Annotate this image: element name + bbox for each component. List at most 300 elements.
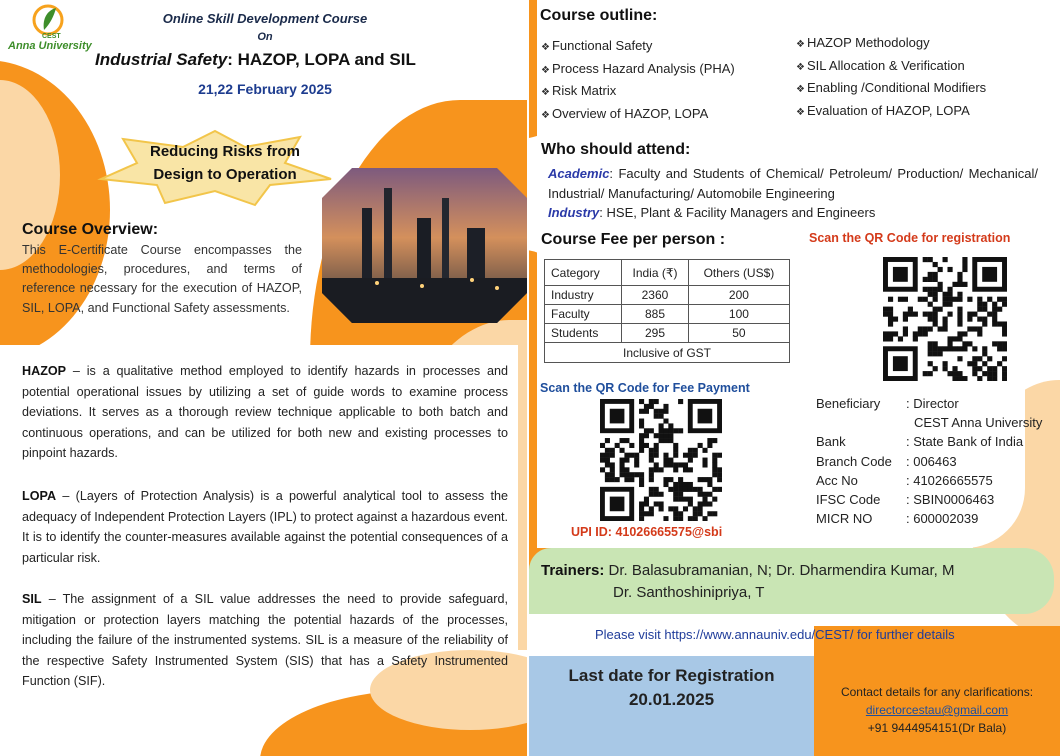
qr-module	[982, 361, 987, 366]
qr-module	[702, 501, 707, 506]
qr-module	[938, 326, 943, 331]
qr-module	[668, 458, 673, 463]
bank-details	[816, 394, 1042, 528]
payment-qr-label: Scan the QR Code for Fee Payment	[540, 381, 750, 395]
qr-module	[702, 516, 707, 521]
qr-module	[957, 376, 962, 381]
leaf-icon	[44, 8, 56, 30]
lopa-paragraph	[22, 486, 508, 568]
qr-module	[913, 336, 918, 341]
qr-module	[698, 443, 703, 448]
hazop-term: HAZOP	[22, 364, 67, 378]
qr-module	[987, 356, 992, 361]
qr-module	[668, 477, 673, 482]
qr-module	[903, 312, 908, 317]
qr-module	[654, 409, 659, 414]
qr-module	[933, 346, 938, 351]
qr-module	[673, 467, 678, 472]
course-date: 21,22 February 2025	[198, 81, 332, 97]
qr-module	[688, 453, 693, 458]
light-4	[495, 286, 499, 290]
bank-value: : SBIN0006463	[906, 492, 995, 508]
qr-module	[668, 438, 673, 443]
qr-module	[678, 482, 683, 487]
qr-module	[903, 331, 908, 336]
registration-qr-code[interactable]	[883, 257, 1007, 381]
qr-module	[928, 312, 933, 317]
qr-module	[952, 376, 957, 381]
qr-module	[673, 448, 678, 453]
qr-module	[600, 458, 605, 463]
last-date-label: Last date for Registration	[568, 666, 775, 685]
qr-module	[717, 477, 722, 482]
qr-module	[938, 282, 943, 287]
visit-link[interactable]: Please visit https://www.annauniv.edu/CEST/ for further details	[595, 627, 955, 642]
qr-module	[717, 487, 722, 492]
qr-module	[987, 366, 992, 371]
qr-module	[644, 409, 649, 414]
qr-module	[649, 458, 654, 463]
qr-module	[977, 366, 982, 371]
qr-module	[663, 453, 668, 458]
outline-item: ❖ HAZOP Methodology	[796, 33, 986, 56]
qr-module	[663, 433, 668, 438]
qr-module	[673, 482, 678, 487]
qr-module	[663, 516, 668, 521]
qr-module	[1002, 326, 1007, 331]
payment-qr-code[interactable]	[600, 399, 722, 521]
qr-module	[938, 267, 943, 272]
qr-module	[673, 453, 678, 458]
qr-module	[678, 516, 683, 521]
qr-module	[624, 477, 629, 482]
qr-module	[962, 376, 967, 381]
qr-module	[629, 477, 634, 482]
qr-module	[888, 297, 893, 302]
qr-module	[972, 312, 977, 317]
upi-id: UPI ID: 41026665575@sbi	[571, 525, 723, 539]
qr-module	[693, 506, 698, 511]
qr-module	[982, 307, 987, 312]
qr-module	[947, 312, 952, 317]
outline-item: ❖ Overview of HAZOP, LOPA	[541, 104, 735, 127]
qr-module	[947, 336, 952, 341]
qr-module	[673, 428, 678, 433]
tagline	[130, 140, 320, 186]
qr-module	[678, 428, 683, 433]
hazop-paragraph	[22, 361, 508, 464]
qr-module	[605, 453, 610, 458]
qr-module	[702, 492, 707, 497]
bank-value: : State Bank of India	[906, 434, 1024, 450]
qr-module	[610, 453, 615, 458]
qr-module	[952, 346, 957, 351]
qr-module	[957, 307, 962, 312]
qr-module	[957, 336, 962, 341]
qr-module	[629, 443, 634, 448]
table-cell: 295	[622, 324, 689, 343]
table-row	[545, 324, 790, 343]
qr-module	[928, 351, 933, 356]
column-header: Others (US$)	[688, 260, 789, 286]
contact-email[interactable]: directorcestau@gmail.com	[865, 703, 1009, 717]
qr-module	[967, 317, 972, 322]
course-type: Online Skill Development Course	[162, 11, 368, 26]
outline-item: ❖ SIL Allocation & Verification	[796, 56, 986, 79]
table-cell: 50	[688, 324, 789, 343]
qr-module	[629, 472, 634, 477]
qr-module	[992, 317, 997, 322]
qr-module	[943, 297, 948, 302]
bank-key: Branch Code	[816, 453, 892, 469]
qr-module	[605, 462, 610, 467]
qr-module	[997, 341, 1002, 346]
qr-module	[933, 277, 938, 282]
qr-module	[928, 277, 933, 282]
qr-module	[702, 477, 707, 482]
qr-finder	[698, 409, 713, 424]
right-panel	[529, 0, 1060, 756]
bank-key	[816, 413, 906, 432]
column-header: Category	[545, 260, 622, 286]
qr-module	[972, 361, 977, 366]
qr-module	[888, 331, 893, 336]
qr-module	[654, 492, 659, 497]
qr-module	[992, 321, 997, 326]
qr-module	[1002, 371, 1007, 376]
qr-module	[698, 492, 703, 497]
qr-module	[620, 472, 625, 477]
qr-module	[952, 366, 957, 371]
qr-module	[883, 336, 888, 341]
qr-module	[957, 317, 962, 322]
bank-value: : Director	[906, 396, 959, 411]
qr-module	[678, 497, 683, 502]
qr-module	[673, 492, 678, 497]
qr-module	[644, 497, 649, 502]
qr-module	[957, 292, 962, 297]
outline-item: ❖ Functional Safety	[541, 36, 735, 59]
qr-module	[957, 312, 962, 317]
qr-module	[639, 419, 644, 424]
qr-module	[605, 448, 610, 453]
qr-module	[928, 302, 933, 307]
light-1	[375, 281, 379, 285]
qr-module	[629, 453, 634, 458]
qr-module	[952, 336, 957, 341]
table-cell: 100	[688, 305, 789, 324]
qr-module	[943, 317, 948, 322]
qr-module	[634, 458, 639, 463]
table-row	[545, 286, 790, 305]
qr-module	[903, 326, 908, 331]
qr-module	[928, 326, 933, 331]
qr-module	[898, 336, 903, 341]
qr-module	[688, 467, 693, 472]
qr-module	[654, 399, 659, 404]
tagline-line1: Reducing Risks from	[149, 143, 301, 160]
qr-module	[644, 433, 649, 438]
qr-module	[957, 331, 962, 336]
qr-module	[649, 448, 654, 453]
academic-text: : Faculty and Students of Chemical/ Petroleum/ Production/ Mechanical/ Industrial/ Manufacturing/ Automobile Engineering	[548, 166, 1038, 201]
qr-module	[693, 453, 698, 458]
qr-module	[962, 257, 967, 262]
qr-module	[654, 443, 659, 448]
qr-module	[663, 404, 668, 409]
qr-module	[649, 453, 654, 458]
qr-module	[977, 317, 982, 322]
qr-module	[957, 297, 962, 302]
qr-module	[663, 458, 668, 463]
qr-module	[634, 472, 639, 477]
qr-module	[957, 371, 962, 376]
qr-module	[888, 336, 893, 341]
column-header: India (₹)	[622, 260, 689, 286]
light-3	[470, 278, 474, 282]
table-note-row	[545, 343, 790, 363]
qr-module	[972, 366, 977, 371]
qr-module	[683, 487, 688, 492]
logo-text: CEST	[42, 33, 61, 40]
qr-module	[943, 302, 948, 307]
qr-module	[982, 317, 987, 322]
qr-module	[888, 312, 893, 317]
sil-term: SIL	[22, 592, 42, 606]
qr-module	[712, 511, 717, 516]
qr-module	[987, 376, 992, 381]
qr-module	[673, 516, 678, 521]
qr-module	[659, 433, 664, 438]
qr-module	[997, 346, 1002, 351]
qr-module	[663, 428, 668, 433]
qr-module	[639, 482, 644, 487]
qr-module	[634, 462, 639, 467]
qr-module	[938, 351, 943, 356]
qr-module	[923, 257, 928, 262]
qr-module	[962, 341, 967, 346]
qr-module	[888, 307, 893, 312]
last-date-box	[529, 656, 814, 756]
bank-value: : 006463	[906, 453, 957, 469]
qr-module	[688, 448, 693, 453]
trainers-label: Trainers:	[541, 562, 605, 579]
sil-text: – The assignment of a SIL value addresses the need to provide safeguard, mitigation or protection layers matching the potential hazards of the processes, including the failure of the instrumented systems. SIL is a measure of the reliability of the respective Safety Instrumented System (SIS) that has a Safety Instrumented Function (SIF).	[22, 592, 508, 688]
qr-module	[933, 312, 938, 317]
qr-module	[649, 487, 654, 492]
qr-module	[962, 331, 967, 336]
qr-module	[620, 458, 625, 463]
qr-module	[605, 477, 610, 482]
qr-module	[947, 297, 952, 302]
qr-module	[933, 307, 938, 312]
attend-heading: Who should attend:	[541, 141, 691, 158]
qr-module	[654, 487, 659, 492]
qr-module	[992, 366, 997, 371]
qr-module	[947, 346, 952, 351]
qr-module	[957, 346, 962, 351]
qr-module	[654, 462, 659, 467]
qr-module	[933, 321, 938, 326]
qr-module	[947, 267, 952, 272]
qr-module	[962, 282, 967, 287]
qr-module	[624, 467, 629, 472]
qr-module	[693, 516, 698, 521]
qr-module	[639, 423, 644, 428]
qr-module	[947, 302, 952, 307]
qr-module	[943, 326, 948, 331]
qr-module	[678, 462, 683, 467]
qr-module	[903, 317, 908, 322]
qr-module	[693, 511, 698, 516]
qr-module	[610, 462, 615, 467]
bank-value: : 41026665575	[906, 472, 993, 488]
qr-module	[928, 272, 933, 277]
academic-label: Academic	[548, 166, 610, 181]
qr-module	[923, 287, 928, 292]
qr-module	[707, 511, 712, 516]
last-date-text	[529, 664, 814, 712]
qr-module	[933, 297, 938, 302]
qr-finder	[610, 409, 625, 424]
qr-module	[663, 409, 668, 414]
qr-module	[668, 423, 673, 428]
qr-module	[928, 341, 933, 346]
qr-module	[683, 506, 688, 511]
qr-module	[659, 501, 664, 506]
outline-item: ❖ Process Hazard Analysis (PHA)	[541, 59, 735, 82]
qr-module	[707, 477, 712, 482]
qr-module	[659, 423, 664, 428]
qr-module	[663, 462, 668, 467]
qr-module	[997, 361, 1002, 366]
qr-module	[600, 443, 605, 448]
trainers-band	[529, 548, 1054, 614]
qr-module	[663, 438, 668, 443]
qr-module	[957, 272, 962, 277]
table-cell: 885	[622, 305, 689, 324]
course-title	[95, 50, 445, 70]
qr-module	[673, 506, 678, 511]
qr-module	[712, 497, 717, 502]
qr-module	[668, 506, 673, 511]
qr-module	[1002, 297, 1007, 302]
qr-module	[957, 321, 962, 326]
qr-module	[698, 501, 703, 506]
qr-module	[717, 472, 722, 477]
qr-module	[1002, 302, 1007, 307]
bank-row	[816, 471, 1042, 490]
overview-heading: Course Overview:	[22, 221, 159, 238]
qr-module	[992, 376, 997, 381]
outline-heading: Course outline:	[540, 7, 658, 24]
qr-module	[938, 346, 943, 351]
qr-module	[610, 467, 615, 472]
qr-module	[947, 287, 952, 292]
qr-module	[943, 257, 948, 262]
industry-label: Industry	[548, 205, 600, 220]
university-name: Anna University	[8, 40, 92, 52]
qr-module	[639, 443, 644, 448]
qr-module	[928, 346, 933, 351]
qr-module	[668, 428, 673, 433]
outline-col1	[541, 36, 735, 126]
qr-module	[1002, 366, 1007, 371]
qr-module	[654, 501, 659, 506]
table-cell: Faculty	[545, 305, 622, 324]
qr-module	[982, 371, 987, 376]
outline-item: ❖ Risk Matrix	[541, 81, 735, 104]
qr-module	[712, 472, 717, 477]
bank-row	[816, 432, 1042, 451]
qr-module	[712, 487, 717, 492]
qr-module	[673, 487, 678, 492]
qr-module	[933, 341, 938, 346]
qr-module	[712, 458, 717, 463]
qr-module	[649, 404, 654, 409]
fee-heading: Course Fee per person :	[541, 231, 726, 248]
last-date-value: 20.01.2025	[628, 690, 715, 709]
qr-module	[967, 361, 972, 366]
qr-module	[615, 443, 620, 448]
qr-module	[962, 346, 967, 351]
qr-module	[639, 472, 644, 477]
qr-module	[688, 458, 693, 463]
qr-module	[707, 492, 712, 497]
qr-module	[620, 467, 625, 472]
qr-module	[610, 477, 615, 482]
qr-module	[1002, 321, 1007, 326]
qr-module	[678, 399, 683, 404]
table-header-row	[545, 260, 790, 286]
qr-module	[972, 356, 977, 361]
bank-row	[816, 413, 1042, 432]
qr-module	[923, 312, 928, 317]
qr-module	[683, 482, 688, 487]
hazop-text: – is a qualitative method employed to identify hazards in processes and potential operational issues by utilizing a set of guide words to examine process deviations. It serves as a thorough review technique applicable to both batch and continuous operations, and can be utilized for both new and existing processes to pinpoint hazards.	[22, 364, 508, 460]
fee-table	[544, 259, 790, 363]
qr-module	[972, 346, 977, 351]
qr-module	[938, 307, 943, 312]
tagline-line2: Design to Operation	[153, 166, 297, 183]
qr-module	[957, 356, 962, 361]
qr-module	[659, 492, 664, 497]
qr-module	[644, 511, 649, 516]
qr-finder	[982, 267, 997, 282]
qr-module	[933, 317, 938, 322]
qr-module	[654, 433, 659, 438]
qr-module	[659, 414, 664, 419]
qr-module	[707, 501, 712, 506]
qr-module	[659, 506, 664, 511]
qr-module	[987, 297, 992, 302]
qr-module	[624, 472, 629, 477]
qr-module	[883, 331, 888, 336]
course-on: On	[257, 31, 273, 43]
qr-module	[982, 302, 987, 307]
bank-key: IFSC Code	[816, 492, 881, 508]
title-italic: Industrial Safety	[95, 50, 228, 69]
qr-module	[1002, 341, 1007, 346]
qr-module	[947, 341, 952, 346]
qr-module	[923, 371, 928, 376]
qr-module	[702, 462, 707, 467]
qr-module	[923, 331, 928, 336]
qr-module	[943, 361, 948, 366]
qr-module	[707, 443, 712, 448]
bank-key: Beneficiary	[816, 396, 881, 411]
qr-module	[620, 438, 625, 443]
